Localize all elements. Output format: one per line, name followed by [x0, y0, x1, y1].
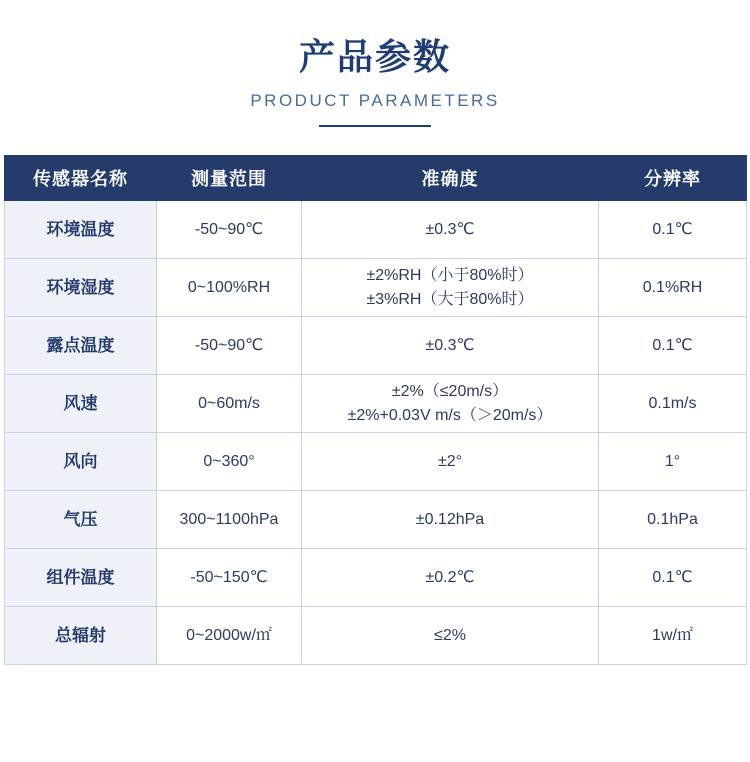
cell-resolution: 0.1m/s	[599, 375, 747, 433]
cell-sensor-name: 气压	[5, 491, 157, 549]
accuracy-line: ±0.12hPa	[415, 510, 485, 528]
accuracy-line: ±2%+0.03V m/s（＞20m/s）	[347, 406, 553, 424]
column-header-range: 测量范围	[157, 156, 302, 201]
accuracy-line: ±0.3℃	[425, 336, 475, 354]
cell-resolution: 1°	[599, 433, 747, 491]
table-row	[5, 549, 747, 607]
cell-sensor-name: 露点温度	[5, 317, 157, 375]
cell-sensor-name: 风向	[5, 433, 157, 491]
table-row	[5, 607, 747, 665]
column-header-sensor-name: 传感器名称	[5, 156, 157, 201]
cell-range: -50~90℃	[157, 317, 302, 375]
cell-sensor-name: 环境温度	[5, 201, 157, 259]
page-subtitle: PRODUCT PARAMETERS	[250, 91, 500, 110]
accuracy-line: ±2°	[437, 452, 463, 470]
cell-resolution: 0.1%RH	[599, 259, 747, 317]
cell-sensor-name: 总辐射	[5, 607, 157, 665]
table-row	[5, 433, 747, 491]
cell-accuracy	[302, 491, 599, 549]
cell-range: 0~100%RH	[157, 259, 302, 317]
cell-range: 300~1100hPa	[157, 491, 302, 549]
parameters-table-wrap	[0, 155, 750, 665]
cell-resolution: 0.1hPa	[599, 491, 747, 549]
accuracy-line: ≤2%	[434, 626, 466, 644]
cell-accuracy	[302, 375, 599, 433]
accuracy-line: ±2%（≤20m/s）	[391, 382, 509, 400]
cell-accuracy	[302, 259, 599, 317]
cell-sensor-name: 环境湿度	[5, 259, 157, 317]
column-header-accuracy: 准确度	[302, 156, 599, 201]
table-body	[5, 201, 747, 665]
column-header-resolution: 分辨率	[599, 156, 747, 201]
cell-sensor-name: 组件温度	[5, 549, 157, 607]
accuracy-line: ±3%RH（大于80%时）	[366, 290, 534, 308]
table-row	[5, 317, 747, 375]
accuracy-line: ±2%RH（小于80%时）	[366, 266, 534, 284]
cell-resolution: 0.1℃	[599, 317, 747, 375]
table-row	[5, 259, 747, 317]
page-header	[0, 0, 750, 127]
cell-accuracy	[302, 607, 599, 665]
table-row	[5, 491, 747, 549]
cell-range: 0~60m/s	[157, 375, 302, 433]
cell-accuracy	[302, 317, 599, 375]
cell-range: 0~360°	[157, 433, 302, 491]
table-row	[5, 375, 747, 433]
cell-range: 0~2000w/㎡	[157, 607, 302, 665]
table-header	[5, 156, 747, 201]
accuracy-line: ±0.2℃	[425, 568, 475, 586]
parameters-table	[4, 155, 747, 665]
cell-resolution: 0.1℃	[599, 201, 747, 259]
cell-range: -50~90℃	[157, 201, 302, 259]
table-header-row	[5, 156, 747, 201]
cell-accuracy	[302, 433, 599, 491]
accuracy-line: ±0.3℃	[425, 220, 475, 238]
cell-accuracy	[302, 549, 599, 607]
table-row	[5, 201, 747, 259]
cell-range: -50~150℃	[157, 549, 302, 607]
cell-sensor-name: 风速	[5, 375, 157, 433]
cell-resolution: 0.1℃	[599, 549, 747, 607]
title-divider	[319, 125, 431, 127]
cell-accuracy	[302, 201, 599, 259]
cell-resolution: 1w/㎡	[599, 607, 747, 665]
page-title: 产品参数	[298, 36, 451, 77]
